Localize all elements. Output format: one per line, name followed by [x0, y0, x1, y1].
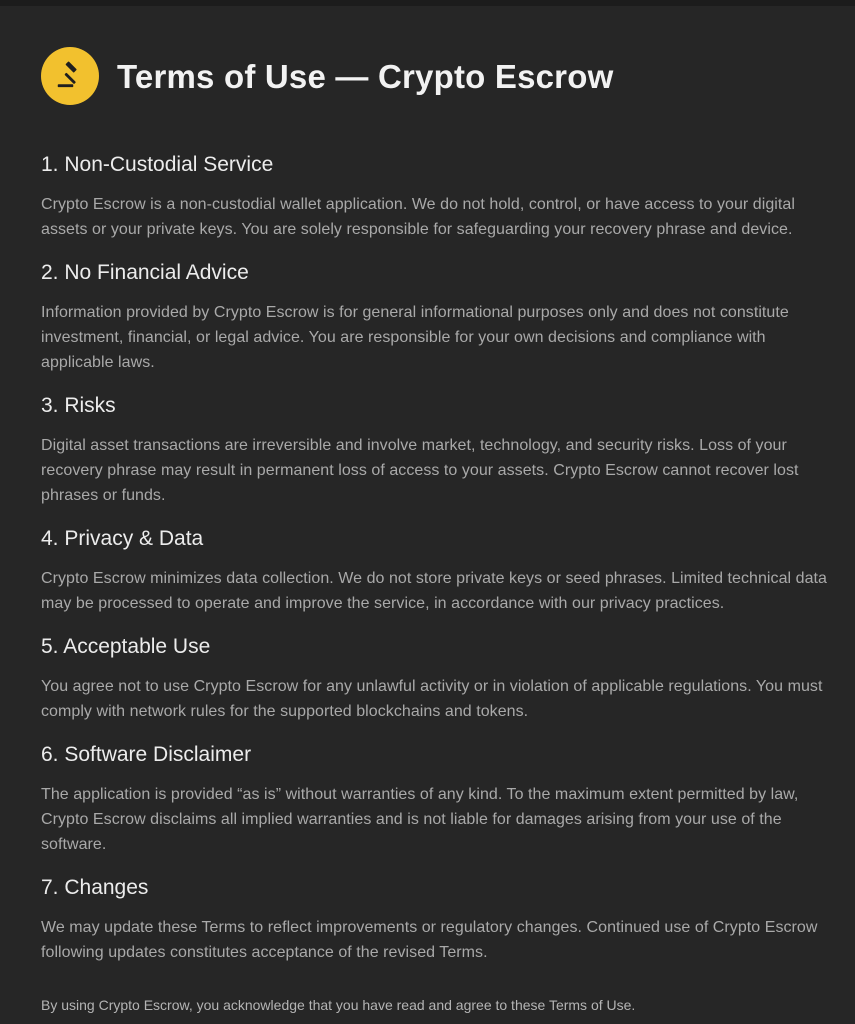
section-heading: 6. Software Disclaimer [41, 743, 252, 766]
section-changes [41, 875, 841, 965]
section-body: Digital asset transactions are irreversible and involve market, technology, and security risks. Loss of your recovery phrase may result in permanent loss of access to your assets. Crypto Escrow cannot recover lost phrases or funds. [41, 437, 799, 504]
section-heading: 5. Acceptable Use [41, 635, 211, 658]
page-header [41, 6, 841, 142]
section-software-disclaimer [41, 742, 841, 857]
section-heading: 4. Privacy & Data [41, 527, 204, 550]
section-body: Information provided by Crypto Escrow is for general informational purposes only and does not constitute investment, financial, or legal advice. You are responsible for your own decisions and compliance with applicable laws. [41, 304, 789, 371]
section-risks [41, 393, 841, 508]
gavel-icon [41, 47, 99, 105]
section-privacy-data [41, 526, 841, 616]
section-body: Crypto Escrow is a non-custodial wallet application. We do not hold, control, or have access to your digital assets or your private keys. You are solely responsible for safeguarding your recovery phrase and device. [41, 196, 795, 238]
acknowledgement-text: By using Crypto Escrow, you acknowledge that you have read and agree to these Terms of Use. [41, 997, 636, 1013]
section-body: Crypto Escrow minimizes data collection. We do not store private keys or seed phrases. Limited technical data may be processed to operate and improve the service, in accordance with our privacy practices. [41, 570, 827, 612]
section-no-financial-advice [41, 260, 841, 375]
section-heading: 2. No Financial Advice [41, 261, 249, 284]
section-heading: 3. Risks [41, 394, 116, 417]
section-non-custodial-service [41, 152, 841, 242]
section-acceptable-use [41, 634, 841, 724]
section-body: We may update these Terms to reflect improvements or regulatory changes. Continued use of Crypto Escrow following updates constitutes acceptance of the revised Terms. [41, 919, 818, 961]
section-heading: 7. Changes [41, 876, 149, 899]
page-title: Terms of Use — Crypto Escrow [117, 57, 614, 95]
section-heading: 1. Non-Custodial Service [41, 153, 274, 176]
section-body: You agree not to use Crypto Escrow for any unlawful activity or in violation of applicable regulations. You must comply with network rules for the supported blockchains and tokens. [41, 678, 823, 720]
section-body: The application is provided “as is” without warranties of any kind. To the maximum extent permitted by law, Crypto Escrow disclaims all implied warranties and is not liable for damages arising from your use of the software. [41, 786, 799, 853]
